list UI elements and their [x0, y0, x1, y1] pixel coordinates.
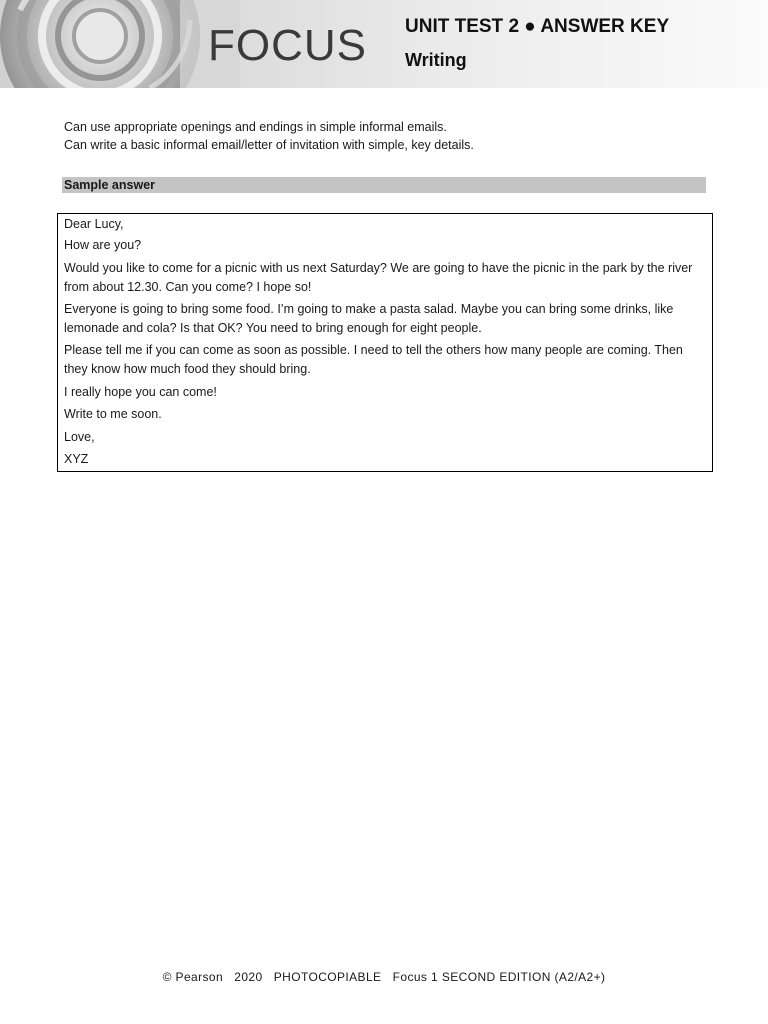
can-do-item: Can use appropriate openings and endings in simple informal emails. [64, 120, 447, 134]
footer-edition: Focus 1 SECOND EDITION (A2/A2+) [392, 970, 606, 984]
footer-copyright: © Pearson [162, 970, 224, 984]
can-do-statements [64, 118, 474, 154]
sample-answer-box [57, 213, 713, 472]
email-paragraph: Everyone is going to bring some food. I’m going to make a pasta salad. Maybe you can bring some drinks, like lemonade and cola? Is that OK? You need to bring enough for eight people. [64, 302, 674, 335]
footer-photocopiable: PHOTOCOPIABLE [273, 970, 382, 984]
page-footer [0, 968, 768, 986]
email-closing: Love, [64, 430, 95, 444]
page-header [0, 0, 768, 88]
footer-year: 2020 [234, 970, 263, 984]
email-signature: XYZ [64, 452, 89, 466]
email-line: How are you? [64, 238, 142, 252]
page-title: UNIT TEST 2 ● ANSWER KEY [405, 16, 670, 37]
email-line: I really hope you can come! [64, 385, 217, 399]
email-line: Write to me soon. [64, 407, 162, 421]
focus-logo-graphic [0, 0, 240, 88]
section-heading: Sample answer [62, 177, 706, 193]
email-paragraph: Please tell me if you can come as soon as possible. I need to tell the others how many people are coming. Then they know how much food they should bring. [64, 343, 683, 376]
page-subtitle: Writing [405, 50, 467, 70]
can-do-item: Can write a basic informal email/letter of invitation with simple, key details. [64, 138, 474, 152]
email-greeting: Dear Lucy, [64, 217, 124, 231]
brand-logo-text: FOCUS [208, 21, 367, 70]
email-paragraph: Would you like to come for a picnic with us next Saturday? We are going to have the picnic in the park by the river from about 12.30. Can you come? I hope so! [64, 261, 693, 294]
